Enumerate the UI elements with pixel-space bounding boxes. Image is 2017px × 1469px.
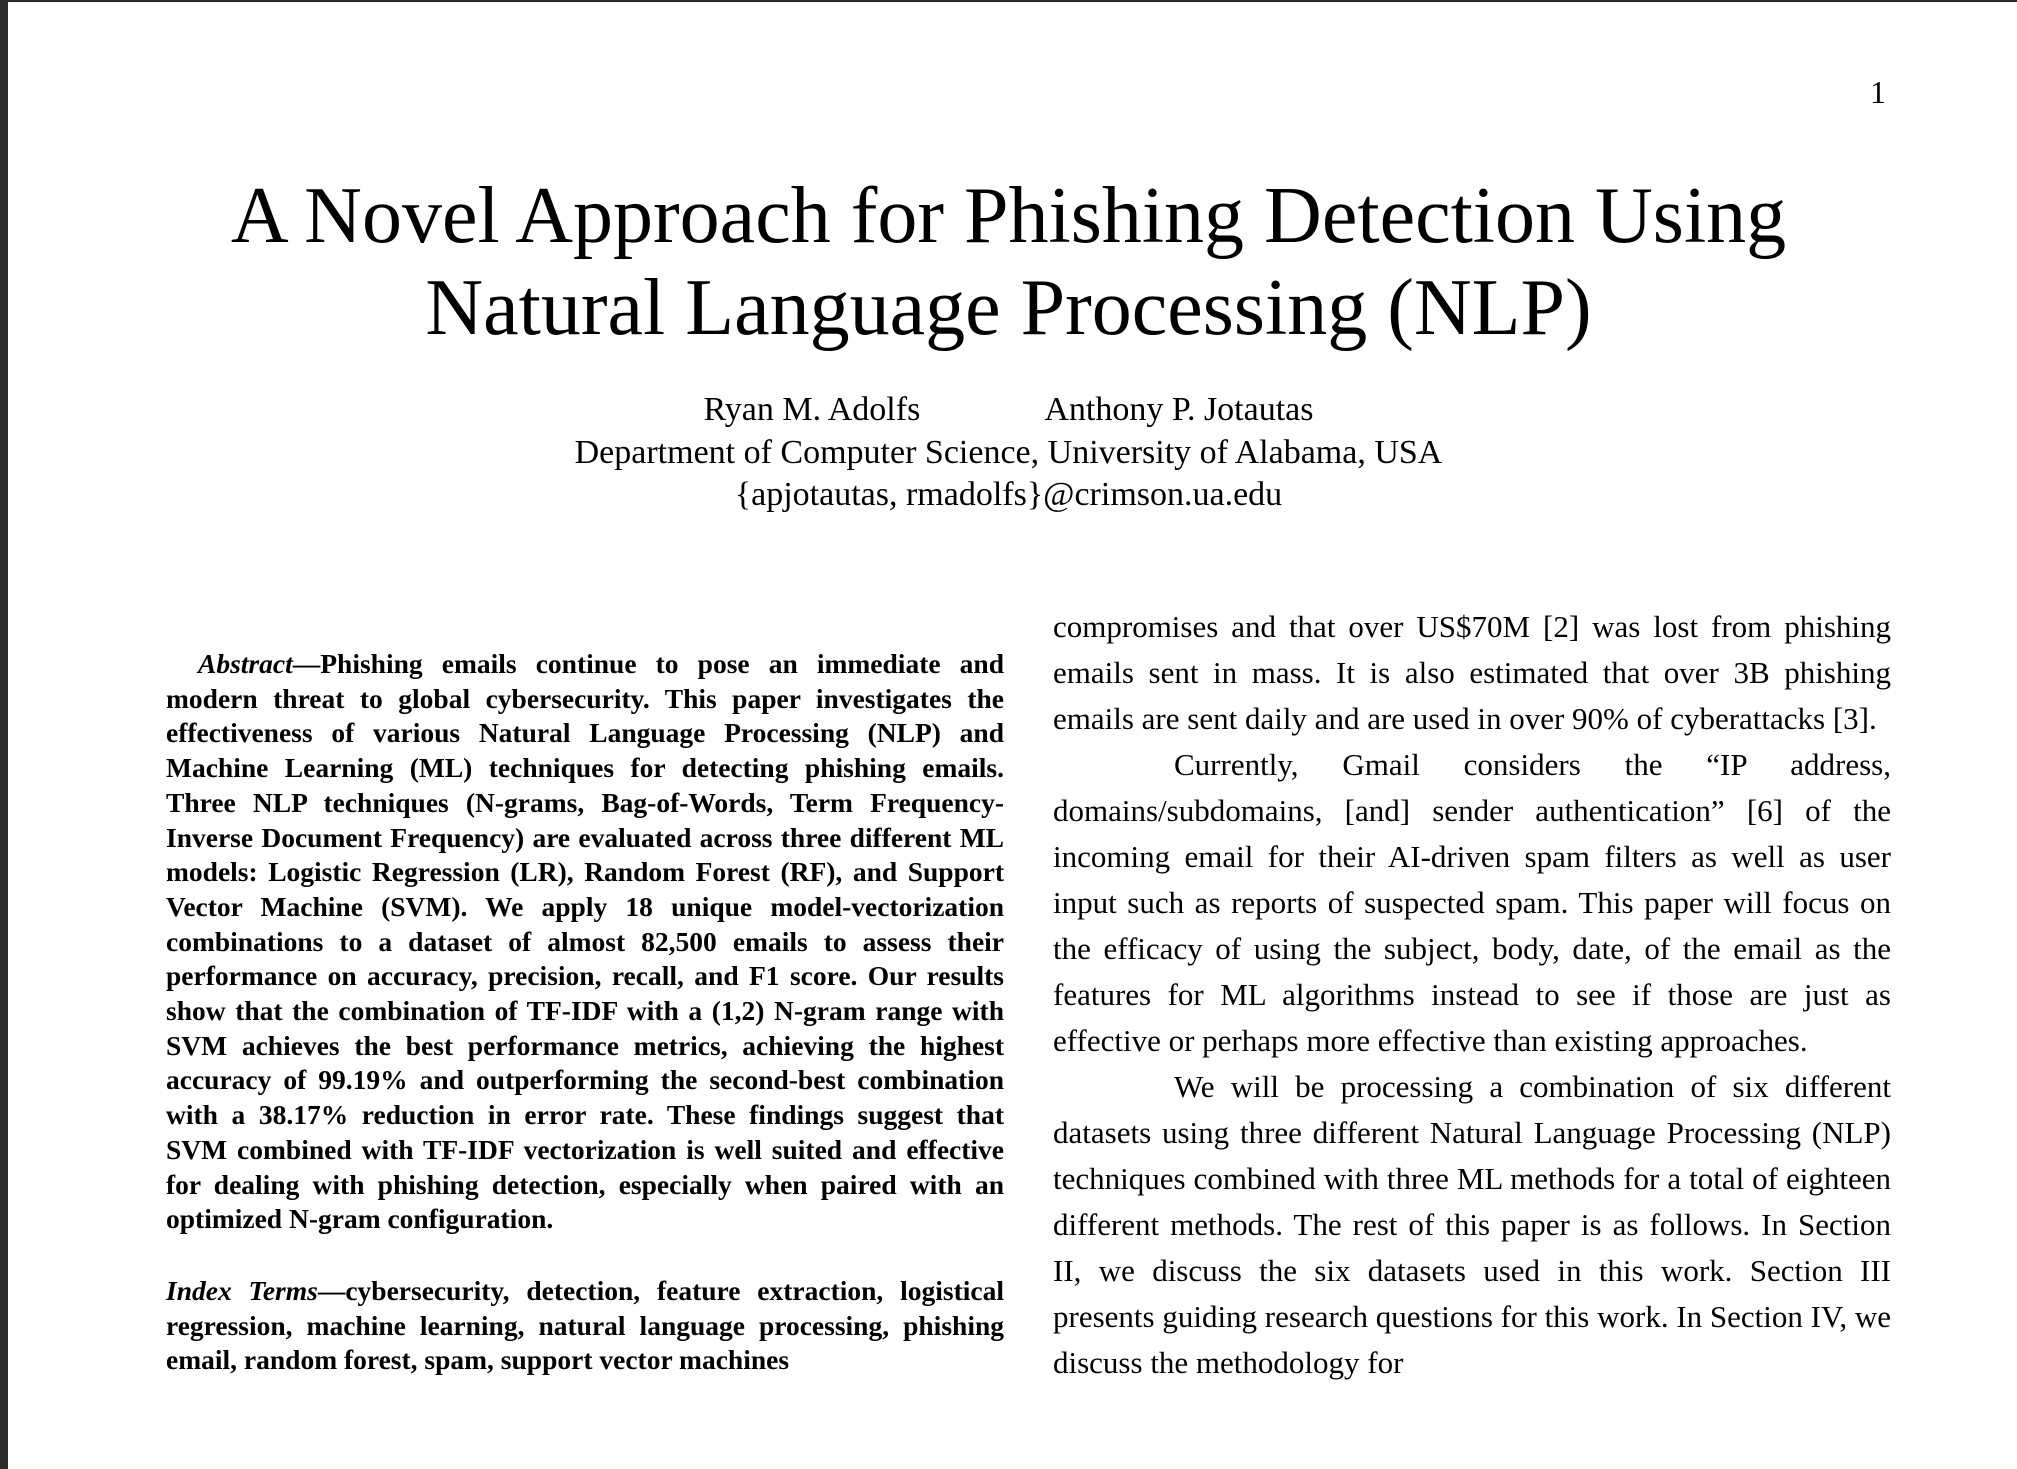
abstract-paragraph bbox=[166, 647, 1004, 1237]
right-column bbox=[1053, 604, 1891, 1386]
page-number: 1 bbox=[1870, 74, 1886, 110]
author-names bbox=[0, 389, 2017, 432]
paper-title-line-2: Natural Language Processing (NLP) bbox=[425, 264, 1592, 352]
body-paragraph: Currently, Gmail considers the “IP address, domains/subdomains, [and] sender authentication” [6] of the incoming email for their AI-driven spam filters as well as user input such as reports of suspected spam. This paper will focus on the efficacy of using the subject, body, date, of the email as the features for ML algorithms instead to see if those are just as effective or perhaps more effective than existing approaches. bbox=[1053, 747, 1891, 1058]
abstract-label: Abstract bbox=[198, 648, 293, 679]
abstract-text: Phishing emails continue to pose an immediate and modern threat to global cybersecurity. This paper investigates the effectiveness of various Natural Language Processing (NLP) and Machine Learning (ML) techniques for detecting phishing emails. Three NLP techniques (N-grams, Bag-of-Words, Term Frequency-Inverse Document Frequency) are evaluated across three different ML models: Logistic Regression (LR), Random Forest (RF), and Support Vector Machine (SVM). We apply 18 unique model-vectorization combinations to a dataset of almost 82,500 emails to assess their performance on accuracy, precision, recall, and F1 score. Our results show that the combination of TF-IDF with a (1,2) N-gram range with SVM achieves the best performance metrics, achieving the highest accuracy of 99.19% and outperforming the second-best combination with a 38.17% reduction in error rate. These findings suggest that SVM combined with TF-IDF vectorization is well suited and effective for dealing with phishing detection, especially when paired with an optimized N-gram configuration. bbox=[166, 648, 1004, 1235]
index-terms-paragraph bbox=[166, 1274, 1004, 1378]
abstract-dash: — bbox=[292, 648, 321, 679]
body-paragraph: compromises and that over US$70M [2] was lost from phishing emails sent in mass. It is also estimated that over 3B phishing emails are sent daily and are used in over 90% of cyberattacks [3]. bbox=[1053, 609, 1891, 736]
paper-title-line-1: A Novel Approach for Phishing Detection Using bbox=[230, 172, 1787, 260]
paper-title bbox=[0, 170, 2017, 354]
author-name: Anthony P. Jotautas bbox=[1044, 391, 1314, 428]
author-name: Ryan M. Adolfs bbox=[703, 391, 921, 428]
author-block bbox=[0, 389, 2017, 517]
author-affiliation: Department of Computer Science, University of Alabama, USA bbox=[574, 433, 1443, 471]
body-paragraph: We will be processing a combination of six different datasets using three different Natural Language Processing (NLP) techniques combined with three ML methods for a total of eighteen different methods. The rest of this paper is as follows. In Section II, we discuss the six datasets used in this work. Section III presents guiding research questions for this work. In Section IV, we discuss the methodology for bbox=[1053, 1069, 1891, 1380]
left-column bbox=[166, 647, 1004, 1378]
author-email: {apjotautas, rmadolfs}@crimson.ua.edu bbox=[734, 476, 1283, 513]
index-terms-dash: — bbox=[317, 1274, 346, 1306]
index-terms-text: cybersecurity, detection, feature extraction, logistical regression, machine learning, natural language processing, phishing email, random forest, spam, support vector machines bbox=[166, 1274, 1004, 1376]
index-terms-label: Index Terms bbox=[166, 1274, 318, 1306]
